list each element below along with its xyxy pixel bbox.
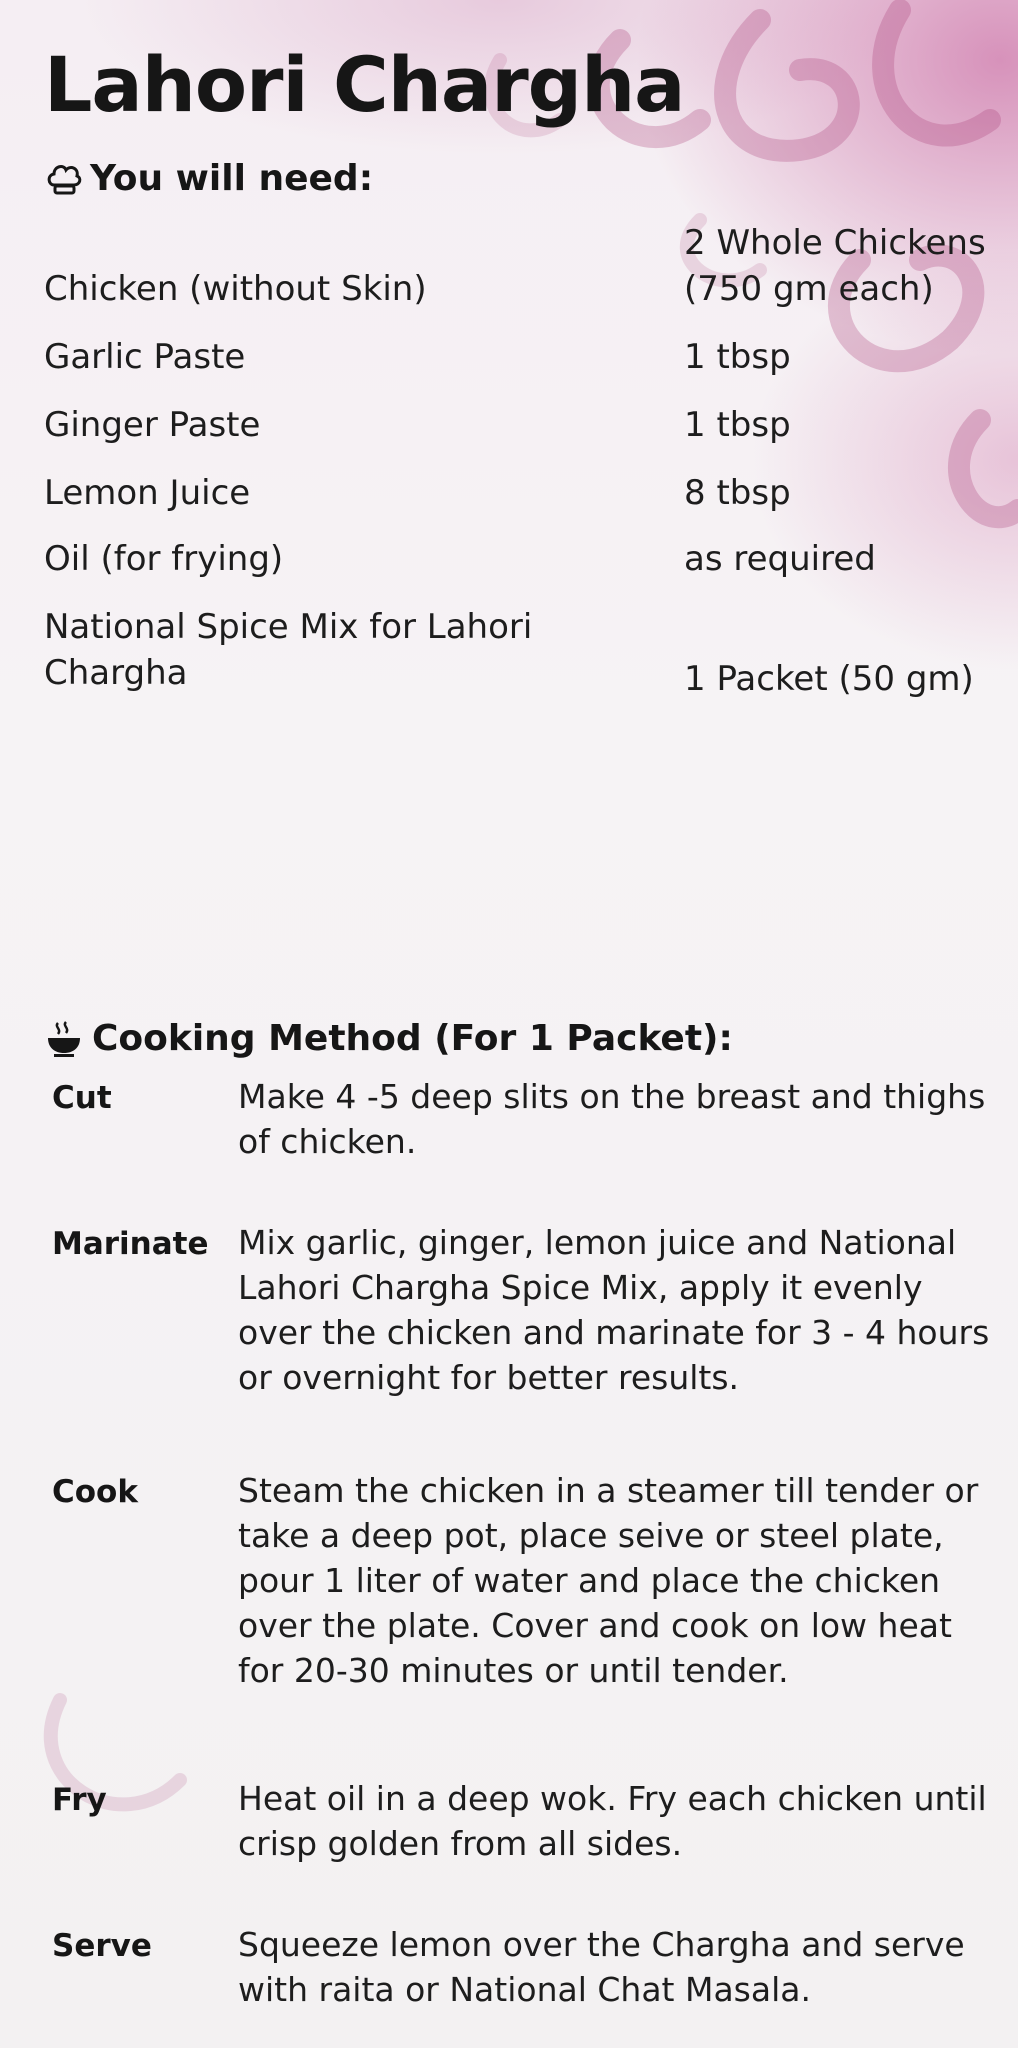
step-label: Fry bbox=[52, 1782, 107, 1818]
ingredient-quantity: 8 tbsp bbox=[684, 473, 791, 513]
ingredients-heading-label: You will need: bbox=[90, 158, 374, 199]
step-text: Squeeze lemon over the Chargha and serve with raita or National Chat Masala. bbox=[238, 1925, 965, 2009]
ingredient-name: Lemon Juice bbox=[44, 473, 251, 513]
ingredient-quantity: 1 tbsp bbox=[684, 337, 791, 377]
step-text: Mix garlic, ginger, lemon juice and National Lahori Chargha Spice Mix, apply it evenly over the chicken and marinate for 3 - 4 hours or overnight for better results. bbox=[238, 1223, 990, 1397]
ingredient-quantity: as required bbox=[684, 539, 876, 579]
step-label: Cook bbox=[52, 1474, 138, 1510]
ingredient-name: National Spice Mix for Lahori Chargha bbox=[44, 607, 533, 693]
ingredient-name: Garlic Paste bbox=[44, 337, 246, 377]
step-text: Make 4 -5 deep slits on the breast and thighs of chicken. bbox=[238, 1077, 986, 1161]
ingredient-quantity: 1 tbsp bbox=[684, 405, 791, 445]
step-text: Steam the chicken in a steamer till tender or take a deep pot, place seive or steel plate, pour 1 liter of water and place the chicken over the plate. Cover and cook on low heat for 20-30 minutes or until tender. bbox=[238, 1471, 979, 1690]
step-text: Heat oil in a deep wok. Fry each chicken until crisp golden from all sides. bbox=[238, 1779, 987, 1863]
ingredient-name: Chicken (without Skin) bbox=[44, 269, 427, 309]
ingredient-quantity: 1 Packet (50 gm) bbox=[684, 659, 974, 699]
ingredient-name: Ginger Paste bbox=[44, 405, 261, 445]
step-label: Serve bbox=[52, 1928, 152, 1964]
step-label: Cut bbox=[52, 1080, 112, 1116]
ingredient-quantity: 2 Whole Chickens (750 gm each) bbox=[684, 223, 986, 309]
recipe-title: Lahori Chargha bbox=[44, 40, 685, 129]
method-heading bbox=[44, 1018, 733, 1059]
step-label: Marinate bbox=[52, 1226, 209, 1262]
steaming-bowl-icon bbox=[44, 1019, 84, 1059]
method-heading-label: Cooking Method (For 1 Packet): bbox=[92, 1018, 733, 1059]
ingredients-heading bbox=[44, 158, 373, 199]
chef-hat-icon bbox=[44, 159, 84, 199]
ingredient-name: Oil (for frying) bbox=[44, 539, 284, 579]
